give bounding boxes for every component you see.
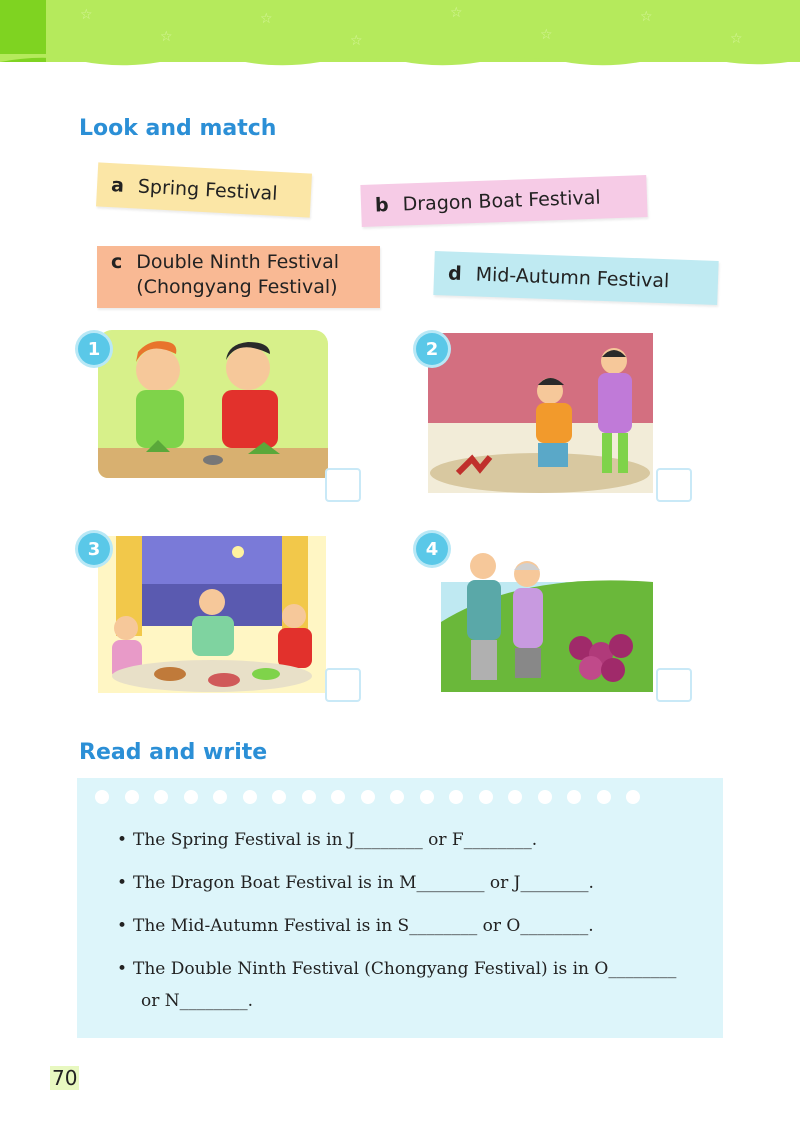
- tag-label: (Chongyang Festival): [136, 276, 338, 298]
- star-icon: ☆: [730, 31, 743, 47]
- tag-label: Double Ninth Festival: [136, 251, 340, 273]
- bullet: •: [117, 959, 128, 979]
- bullet: •: [117, 830, 128, 850]
- picture-firecrackers: [428, 333, 653, 493]
- tag-letter: b: [374, 194, 390, 217]
- bullet: •: [117, 916, 128, 936]
- bullet: •: [117, 873, 128, 893]
- answer-box-3[interactable]: [325, 668, 361, 702]
- tag-double-ninth-festival: [97, 246, 380, 308]
- answer-box-1[interactable]: [325, 468, 361, 502]
- notepad-hole: [125, 790, 139, 804]
- notepad-hole: [184, 790, 198, 804]
- notepad-hole: [272, 790, 286, 804]
- tag-dragon-boat-festival: [360, 175, 647, 227]
- firecrackers-illustration: [428, 333, 653, 493]
- notepad-hole: [626, 790, 640, 804]
- notepad-hole: [95, 790, 109, 804]
- notepad-hole: [243, 790, 257, 804]
- picture-grandparents-hill: [441, 522, 653, 692]
- notepad-hole: [567, 790, 581, 804]
- read-and-write-heading: Read and write: [79, 740, 268, 765]
- page-number: 70: [52, 1066, 78, 1090]
- notepad-hole: [213, 790, 227, 804]
- notepad-hole: [154, 790, 168, 804]
- tag-letter: d: [447, 262, 463, 286]
- notepad-hole: [420, 790, 434, 804]
- star-icon: ☆: [540, 27, 553, 43]
- star-icon: ☆: [260, 11, 273, 27]
- picture-number-badge: 4: [416, 533, 448, 565]
- tag-label: Spring Festival: [137, 175, 279, 205]
- grandparents-hill-illustration: [441, 522, 653, 692]
- star-icon: ☆: [80, 7, 93, 23]
- notepad: [77, 778, 723, 1038]
- tag-label: Dragon Boat Festival: [402, 186, 601, 216]
- picture-family-dinner: [98, 536, 326, 693]
- star-icon: ☆: [450, 5, 463, 21]
- notepad-holes: [95, 790, 640, 804]
- picture-number-badge: 2: [416, 333, 448, 365]
- tag-mid-autumn-festival: [433, 251, 718, 305]
- sentence-text: The Spring Festival is in J________ or F________.: [133, 830, 538, 850]
- picture-number-badge: 3: [78, 533, 110, 565]
- sentence-mid-autumn-festival: [117, 916, 594, 936]
- notepad-hole: [479, 790, 493, 804]
- banner-stripe: [0, 0, 46, 62]
- star-icon: ☆: [640, 9, 653, 25]
- sentence-double-ninth-continuation: [141, 991, 253, 1011]
- family-dinner-illustration: [98, 536, 326, 693]
- tag-letter: a: [110, 174, 125, 197]
- banner-wave: [0, 54, 800, 70]
- tag-label: Mid-Autumn Festival: [475, 263, 670, 293]
- notepad-hole: [508, 790, 522, 804]
- sentence-dragon-boat-festival: [117, 873, 594, 893]
- sentence-double-ninth-festival: [117, 959, 676, 979]
- sentence-text: The Dragon Boat Festival is in M________ or J________.: [133, 873, 594, 893]
- sentence-text: or N________.: [141, 991, 254, 1011]
- notepad-hole: [538, 790, 552, 804]
- notepad-hole: [390, 790, 404, 804]
- top-banner: [0, 0, 800, 62]
- picture-number-badge: 1: [78, 333, 110, 365]
- picture-eating-zongzi: [98, 330, 328, 478]
- tag-spring-festival: [96, 162, 312, 217]
- look-and-match-heading: Look and match: [79, 116, 277, 141]
- tag-letter: c: [111, 251, 123, 273]
- sentence-text: The Mid-Autumn Festival is in S________ or O________.: [133, 916, 594, 936]
- tag-label-group: [136, 250, 339, 300]
- notepad-hole: [449, 790, 463, 804]
- notepad-hole: [302, 790, 316, 804]
- answer-box-4[interactable]: [656, 668, 692, 702]
- star-icon: ☆: [160, 29, 173, 45]
- answer-box-2[interactable]: [656, 468, 692, 502]
- eating-zongzi-illustration: [98, 330, 328, 478]
- notepad-hole: [361, 790, 375, 804]
- notepad-hole: [597, 790, 611, 804]
- notepad-hole: [331, 790, 345, 804]
- sentence-text: The Double Ninth Festival (Chongyang Festival) is in O________: [133, 959, 677, 979]
- star-icon: ☆: [350, 33, 363, 49]
- sentence-spring-festival: [117, 830, 537, 850]
